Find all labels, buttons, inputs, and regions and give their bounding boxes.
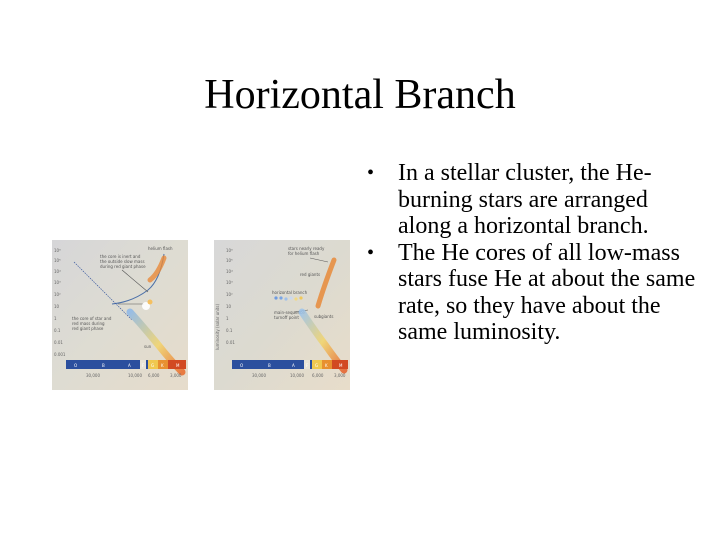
bullet-item <box>364 160 704 240</box>
svg-text:0.1: 0.1 <box>226 328 233 333</box>
svg-text:M: M <box>339 363 343 368</box>
svg-text:6,000: 6,000 <box>148 373 160 378</box>
svg-text:10²: 10² <box>226 292 233 297</box>
svg-text:O: O <box>240 363 244 368</box>
svg-text:F: F <box>306 363 309 368</box>
bullet-marker: • <box>367 241 375 264</box>
svg-text:10⁶: 10⁶ <box>54 248 61 253</box>
svg-text:0.01: 0.01 <box>54 340 63 345</box>
svg-text:30,000: 30,000 <box>252 373 266 378</box>
label-helium-flash: helium flash <box>148 246 173 251</box>
svg-text:30,000: 30,000 <box>86 373 100 378</box>
svg-text:10⁴: 10⁴ <box>226 269 233 274</box>
svg-text:10⁶: 10⁶ <box>226 248 233 253</box>
svg-text:A: A <box>292 363 295 368</box>
label-subgiants: subgiants <box>314 314 334 319</box>
svg-text:10³: 10³ <box>226 280 233 285</box>
svg-text:10: 10 <box>54 304 60 309</box>
label-top-note: stars nearly ready <box>288 246 325 251</box>
hr-diagram-right-graphic <box>214 240 350 390</box>
hr-diagram-left <box>52 240 188 390</box>
hr-diagram-right <box>214 240 350 390</box>
svg-text:10,000: 10,000 <box>290 373 304 378</box>
svg-text:10: 10 <box>226 304 232 309</box>
svg-text:B: B <box>268 363 271 368</box>
svg-text:3,000: 3,000 <box>170 373 182 378</box>
svg-text:turnoff point: turnoff point <box>274 315 299 320</box>
svg-text:F: F <box>142 363 145 368</box>
svg-text:10³: 10³ <box>54 280 61 285</box>
svg-text:B: B <box>102 363 105 368</box>
svg-text:1: 1 <box>226 316 229 321</box>
svg-text:the outside slow mass: the outside slow mass <box>100 259 145 264</box>
svg-text:M: M <box>176 363 180 368</box>
svg-text:red mass during: red mass during <box>72 321 105 326</box>
svg-text:O: O <box>74 363 78 368</box>
svg-text:10²: 10² <box>54 292 61 297</box>
label-note-bottom: the core of star and <box>72 316 112 321</box>
bullet-marker: • <box>367 162 375 184</box>
label-horizontal-branch: horizontal branch <box>272 290 308 295</box>
y-axis-label: luminosity (solar units) <box>215 303 220 350</box>
label-sun: sun <box>144 344 152 349</box>
bullet-list <box>364 160 704 346</box>
label-note-top: the core is inert and <box>100 254 141 259</box>
label-red-giants: red giants <box>300 272 321 277</box>
svg-text:K: K <box>325 363 328 368</box>
svg-text:0.001: 0.001 <box>54 352 66 357</box>
label-main-sequence: main-sequence <box>274 310 305 315</box>
svg-text:10⁴: 10⁴ <box>54 269 61 274</box>
slide-title: Horizontal Branch <box>204 72 516 118</box>
svg-text:during red giant phase: during red giant phase <box>100 264 146 269</box>
svg-text:A: A <box>128 363 131 368</box>
svg-text:3,000: 3,000 <box>334 373 346 378</box>
svg-text:for helium flash: for helium flash <box>288 251 320 256</box>
svg-text:10,000: 10,000 <box>128 373 142 378</box>
svg-text:0.1: 0.1 <box>54 328 61 333</box>
svg-text:red giant phase: red giant phase <box>72 326 104 331</box>
svg-text:0.01: 0.01 <box>226 340 235 345</box>
svg-text:1: 1 <box>54 316 57 321</box>
bullet-text: In a stellar cluster, the He-burning stars are arranged along a horizontal branch. <box>398 160 652 239</box>
svg-text:6,000: 6,000 <box>312 373 324 378</box>
svg-text:10⁵: 10⁵ <box>226 258 233 263</box>
bullet-item <box>364 240 704 346</box>
svg-text:G: G <box>315 363 319 368</box>
hr-diagram-left-graphic <box>52 240 188 390</box>
svg-text:K: K <box>161 363 164 368</box>
svg-text:10⁵: 10⁵ <box>54 258 61 263</box>
svg-text:G: G <box>151 363 155 368</box>
bullet-text: The He cores of all low-mass stars fuse He at about the same rate, so they have about the same luminosity. <box>398 239 696 345</box>
